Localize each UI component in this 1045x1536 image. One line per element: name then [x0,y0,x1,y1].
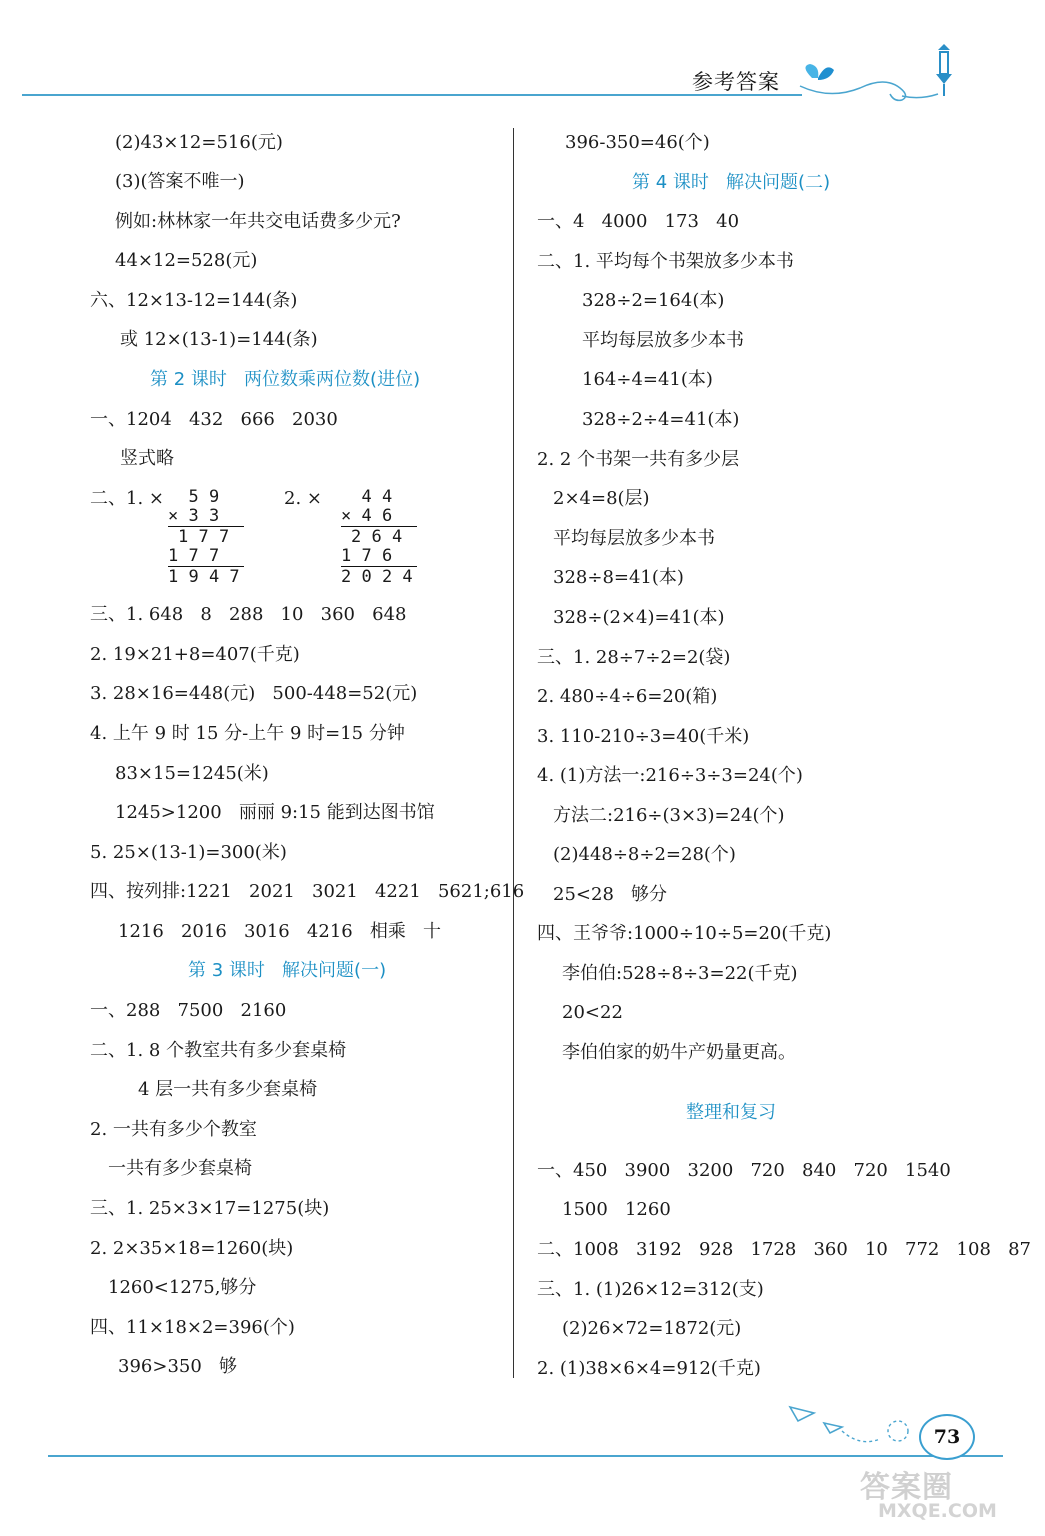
answer-line: 四、11×18×2=396(个) [90,1317,295,1338]
answer-line: 竖式略 [120,448,174,469]
answer-line: 1216 2016 3016 4216 相乘 十 [118,921,442,942]
watermark-logo: 答案圈 [860,1470,953,1505]
answer-line: 1245>1200 丽丽 9:15 能到达图书馆 [115,802,435,823]
calc-row: 1 9 4 7 [168,567,240,587]
answer-line: 平均每层放多少本书 [582,330,744,351]
answer-line: 396>350 够 [118,1356,237,1377]
page-header-title: 参考答案 [692,70,780,94]
answer-line: 二、1. 平均每个书架放多少本书 [537,251,794,272]
answer-line: (3)(答案不唯一) [115,171,245,192]
vertical-calc-2-label: 2. × [284,488,322,509]
answer-line: 三、1. 25×3×17=1275(块) [90,1198,330,1219]
answer-line: 二、1008 3192 928 1728 360 10 772 108 87 [537,1239,1031,1260]
answer-line: 一、4 4000 173 40 [537,211,740,232]
paper-plane-decoration-icon [780,1395,920,1455]
answer-line: 六、12×13-12=144(条) [90,290,298,311]
answer-line: 李伯伯:528÷8÷3=22(千克) [562,963,798,984]
vertical-calc-1-label: 二、1. × [90,488,164,509]
answer-line: 三、1. 648 8 288 10 360 648 [90,604,407,625]
answer-line: 1260<1275,够分 [108,1277,257,1298]
calc-row: 4 4 [341,487,393,507]
header-rule [22,94,802,96]
answer-line: 一共有多少套桌椅 [108,1158,252,1179]
answer-line: 例如:林林家一年共交电话费多少元? [115,211,401,232]
calc-row: × 3 3 [168,506,220,526]
calc-row: 1 7 7 [168,546,230,566]
calc-row: 1 7 6 [341,546,403,566]
butterfly-lamp-decoration-icon [790,44,970,104]
answer-line: 2. 19×21+8=407(千克) [90,644,300,665]
answer-line: 二、1. 8 个教室共有多少套桌椅 [90,1040,347,1061]
answer-line: 三、1. (1)26×12=312(支) [537,1279,764,1300]
answer-line: 四、按列排:1221 2021 3021 4221 5621;616 [90,881,525,902]
answer-line: (2)448÷8÷2=28(个) [553,844,736,865]
calc-row: 2 6 4 [351,527,403,547]
answer-line: 3. 110-210÷3=40(千米) [537,726,750,747]
footer-rule [48,1455,1003,1457]
answer-line: 4 层一共有多少套桌椅 [138,1079,318,1100]
answer-line: 方法二:216÷(3×3)=24(个) [553,805,785,826]
answer-line: 李伯伯家的奶牛产奶量更高。 [562,1042,796,1063]
section-heading: 整理和复习 [686,1102,776,1123]
answer-line: 328÷2=164(本) [582,290,725,311]
answer-line: 5. 25×(13-1)=300(米) [90,842,287,863]
answer-line: 83×15=1245(米) [115,763,269,784]
section-heading: 第 4 课时 解决问题(二) [632,172,831,193]
answer-line: 2. 2×35×18=1260(块) [90,1238,294,1259]
answer-line: 3. 28×16=448(元) 500-448=52(元) [90,683,418,704]
answer-line: (2)26×72=1872(元) [562,1318,742,1339]
calc-row: × 4 6 [341,506,393,526]
answer-line: 2. 480÷4÷6=20(箱) [537,686,718,707]
answer-line: 44×12=528(元) [115,250,258,271]
answer-line: 328÷8=41(本) [553,567,684,588]
answer-line: 2. 一共有多少个教室 [90,1119,257,1140]
calc-row: 1 7 7 [178,527,230,547]
answer-line: 一、450 3900 3200 720 840 720 1540 [537,1160,951,1181]
watermark-url: MXQE.COM [878,1500,997,1522]
answer-line: 一、1204 432 666 2030 [90,409,338,430]
answer-line: 四、王爷爷:1000÷10÷5=20(千克) [537,923,832,944]
answer-line: 164÷4=41(本) [582,369,713,390]
answer-line: 1500 1260 [562,1199,671,1220]
section-heading: 第 2 课时 两位数乘两位数(进位) [150,369,421,390]
answer-line: 4. (1)方法一:216÷3÷3=24(个) [537,765,803,786]
answer-line: 三、1. 28÷7÷2=2(袋) [537,647,731,668]
section-heading: 第 3 课时 解决问题(一) [188,960,387,981]
answer-line: 4. 上午 9 时 15 分-上午 9 时=15 分钟 [90,723,405,744]
answer-line: 一、288 7500 2160 [90,1000,287,1021]
answer-line: 20<22 [562,1002,623,1023]
answer-line: 396-350=46(个) [565,132,710,153]
answer-line: 2. (1)38×6×4=912(千克) [537,1358,761,1379]
answer-line: 25<28 够分 [553,884,668,905]
answer-line: 2. 2 个书架一共有多少层 [537,449,740,470]
answer-line: 328÷(2×4)=41(本) [553,607,725,628]
answer-line: 2×4=8(层) [553,488,650,509]
answer-line: 328÷2÷4=41(本) [582,409,740,430]
answer-line: 平均每层放多少本书 [553,528,715,549]
calc-row: 5 9 [168,487,220,507]
answer-line: (2)43×12=516(元) [115,132,283,153]
column-divider [513,128,514,1378]
page-number: 73 [919,1414,975,1460]
answer-line: 或 12×(13-1)=144(条) [120,329,318,350]
calc-row: 2 0 2 4 [341,567,413,587]
